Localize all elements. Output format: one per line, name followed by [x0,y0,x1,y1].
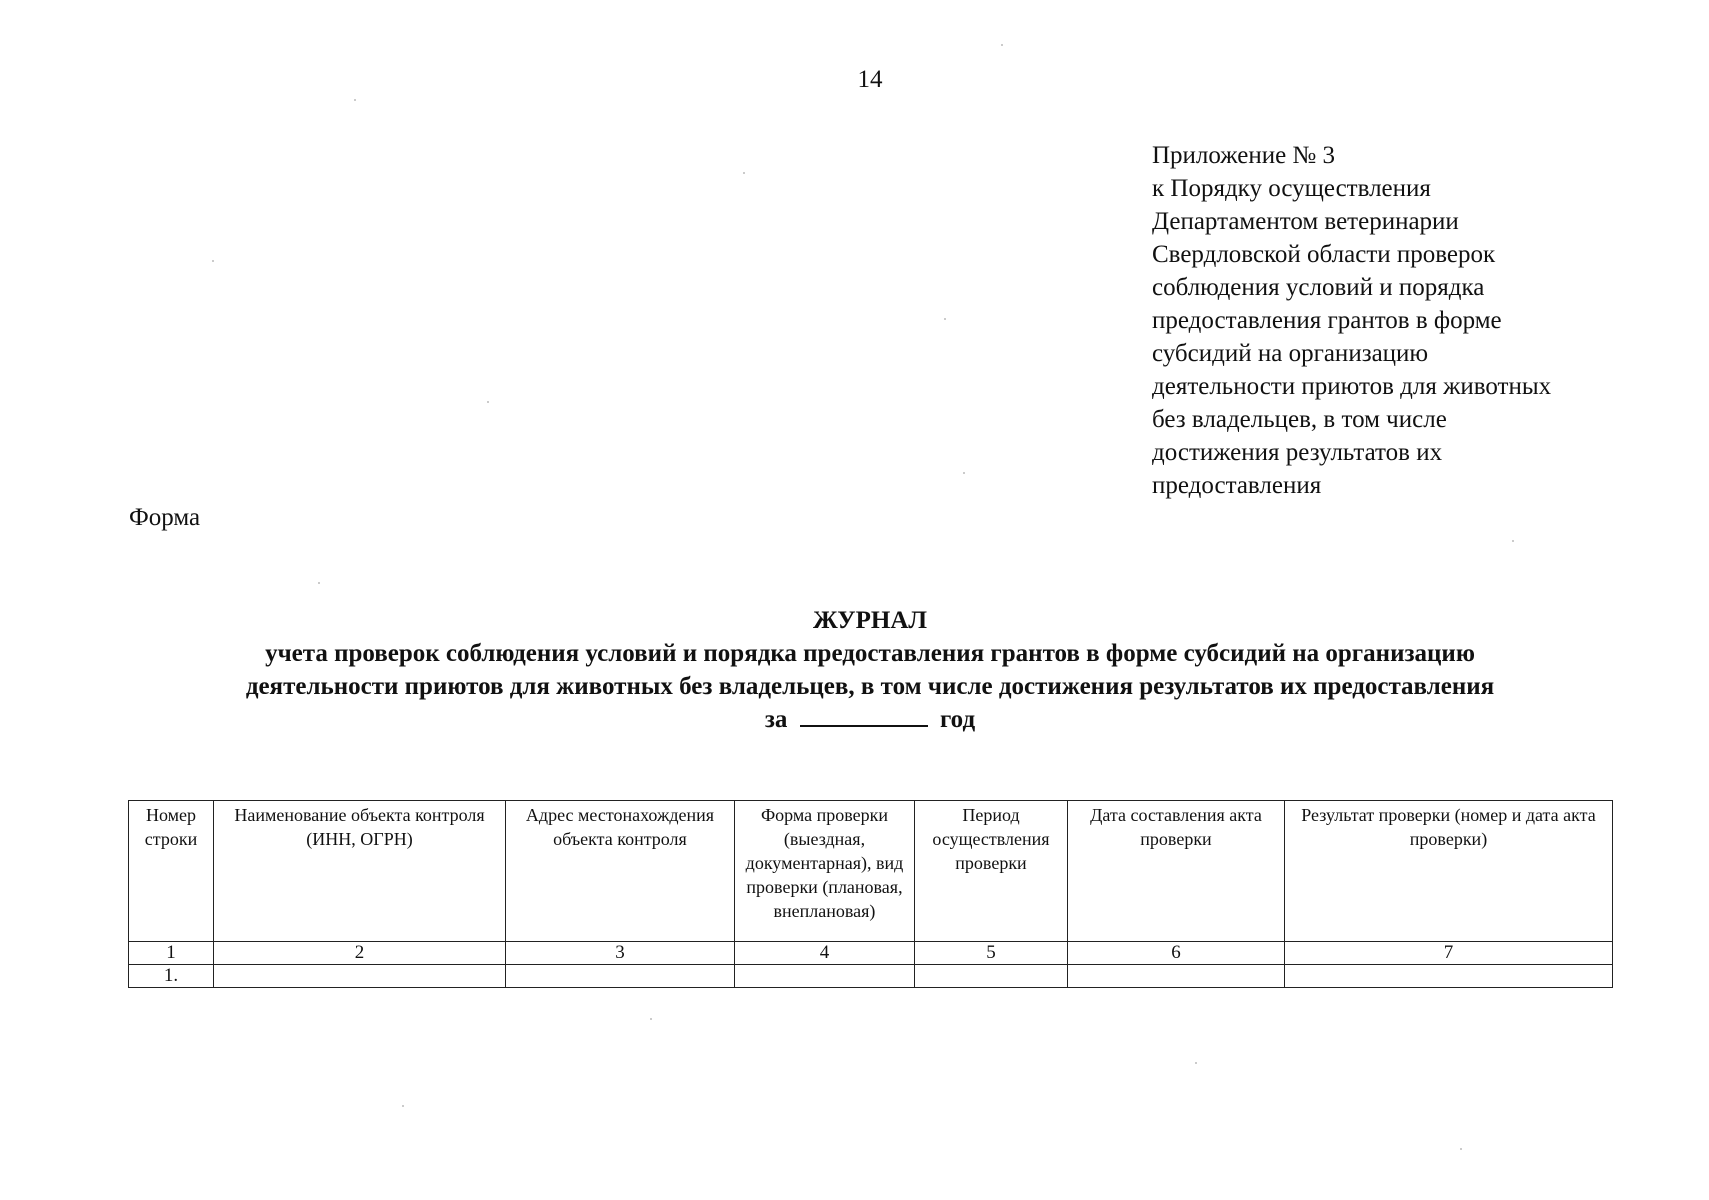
journal-title: ЖУРНАЛ [812,607,928,634]
table-cell [214,965,506,988]
journal-table [128,800,1613,988]
appendix-line: деятельности приютов для животных [1152,373,1552,400]
table-cell [1285,965,1613,988]
appendix-block [1152,139,1672,502]
appendix-line: Департаментом ветеринарии [1152,208,1459,235]
column-header: Наименование объекта контроля (ИНН, ОГРН) [214,801,506,942]
journal-subtitle-line: учета проверок соблюдения условий и порядка предоставления грантов в форме субсидий на организацию [265,640,1475,667]
scan-speck [487,401,489,403]
scan-speck [1460,1148,1462,1150]
column-number: 2 [214,942,506,965]
column-header: Результат проверки (номер и дата акта проверки) [1285,801,1613,942]
column-number: 4 [735,942,915,965]
form-label: Форма [129,504,201,531]
scan-speck [318,582,320,584]
year-prefix: за [764,706,788,733]
scan-speck [963,472,965,474]
table-cell: 1. [129,965,214,988]
column-header: Номер строки [129,801,214,942]
scan-speck [743,172,745,174]
scan-speck [1512,540,1514,542]
appendix-line: субсидий на организацию [1152,340,1429,367]
table-cell [1068,965,1285,988]
appendix-line: Приложение № 3 [1152,142,1336,169]
year-blank-field [800,703,928,727]
scan-speck [1001,44,1003,46]
column-number: 7 [1285,942,1613,965]
column-number-row [129,942,1613,965]
table-row [129,965,1613,988]
table-cell [915,965,1068,988]
scan-speck [1195,1062,1197,1064]
appendix-line: Свердловской области проверок [1152,241,1496,268]
year-suffix: год [939,706,976,733]
journal-year-line [120,703,1620,736]
table-cell [506,965,735,988]
column-number: 3 [506,942,735,965]
column-header: Адрес местонахождения объекта контроля [506,801,735,942]
scan-speck [650,1018,652,1020]
column-header: Форма проверки (выездная, документарная), вид проверки (плановая, внеплановая) [735,801,915,942]
appendix-line: предоставления [1152,472,1322,499]
scan-speck [944,318,946,320]
column-header: Дата составления акта проверки [1068,801,1285,942]
column-header: Период осуществления проверки [915,801,1068,942]
scan-speck [402,1105,404,1107]
appendix-line: предоставления грантов в форме [1152,307,1502,334]
scan-speck [354,99,356,101]
appendix-line: соблюдения условий и порядка [1152,274,1485,301]
journal-header [120,604,1620,736]
appendix-line: к Порядку осуществления [1152,175,1431,202]
table-header-row [129,801,1613,942]
page-number: 14 [857,66,883,93]
column-number: 1 [129,942,214,965]
column-number: 6 [1068,942,1285,965]
column-number: 5 [915,942,1068,965]
appendix-line: без владельцев, в том числе [1152,406,1447,433]
journal-subtitle-line: деятельности приютов для животных без владельцев, в том числе достижения результатов их предоставления [245,673,1495,700]
table-cell [735,965,915,988]
appendix-line: достижения результатов их [1152,439,1443,466]
scan-speck [212,260,214,262]
